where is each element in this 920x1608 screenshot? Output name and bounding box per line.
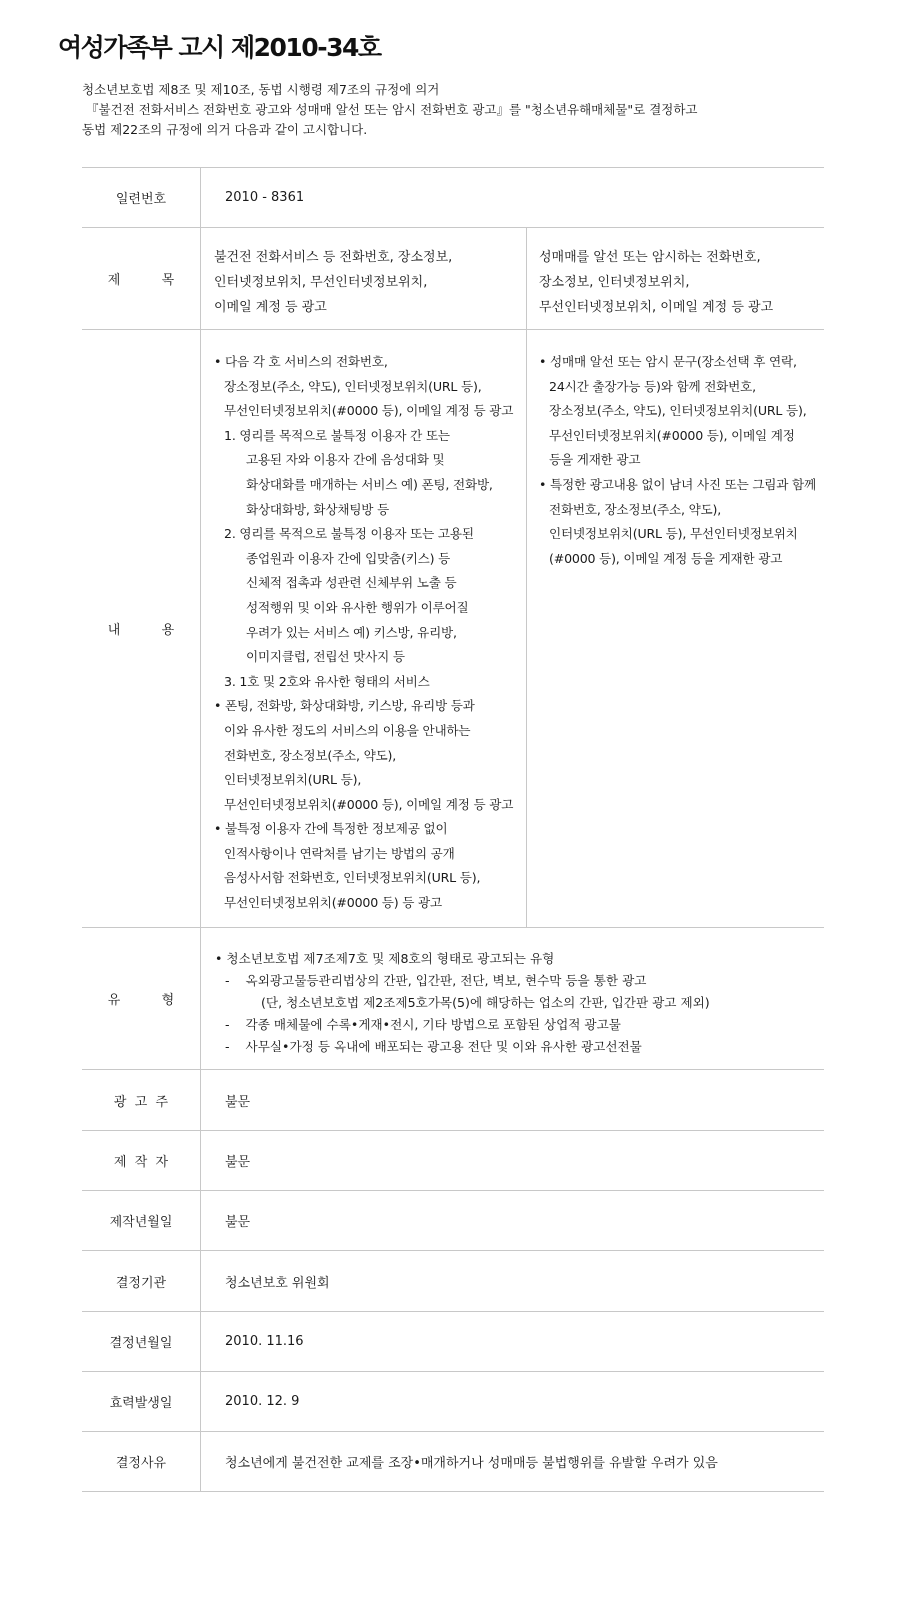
decision-reason-label: 결정사유 [82, 1432, 201, 1491]
advertiser-value: 불문 [225, 1094, 251, 1110]
intro-line: 청소년보호법 제8조 및 제10조, 동법 시행령 제7조의 규정에 의거 [82, 82, 440, 97]
type-line: - 각종 매체물에 수록•게재•전시, 기타 방법으로 포함된 상업적 광고물 [225, 1017, 621, 1032]
content-bullet: • 특정한 광고내용 없이 남녀 사진 또는 그림과 함께 [539, 476, 816, 492]
content-label: 내 용 [82, 330, 201, 927]
content-line: 무선인터넷정보위치(#0000 등), 이메일 계정 [549, 427, 795, 443]
row-deciding-agency [82, 1250, 824, 1311]
content-line: 우려가 있는 서비스 예) 키스방, 유리방, [246, 624, 457, 640]
content-line: 신체적 접촉과 성관련 신체부위 노출 등 [246, 575, 457, 591]
serial-value: 2010 - 8361 [225, 190, 305, 205]
content-line: (#0000 등), 이메일 계정 등을 게재한 광고 [549, 550, 783, 566]
row-subject [82, 227, 824, 329]
row-content [82, 329, 824, 927]
subject-right-line: 장소정보, 인터넷정보위치, [539, 275, 690, 290]
content-line: 장소정보(주소, 약도), 인터넷정보위치(URL 등), [549, 403, 807, 419]
subject-left-line: 인터넷정보위치, 무선인터넷정보위치, [214, 275, 428, 290]
content-line: 무선인터넷정보위치(#0000 등) 등 광고 [224, 895, 442, 911]
content-left [201, 330, 527, 927]
content-line: 무선인터넷정보위치(#0000 등), 이메일 계정 등 광고 [224, 403, 514, 419]
intro-line: 동법 제22조의 규정에 의거 다음과 같이 고시합니다. [82, 122, 368, 137]
production-date-label: 제작년월일 [82, 1191, 201, 1250]
page-title: 여성가족부 고시 제2010-34호 [58, 33, 381, 62]
content-line: 2. 영리를 목적으로 불특정 이용자 또는 고용된 [224, 526, 474, 542]
intro-line: 『불건전 전화서비스 전화번호 광고와 성매매 알선 또는 암시 전화번호 광고』를 "청소년유해매체물"로 결정하고 [86, 102, 698, 117]
content-line: 등을 게재한 광고 [549, 452, 641, 468]
content-line: 인터넷정보위치(URL 등), [224, 772, 362, 788]
effective-date-label: 효력발생일 [82, 1372, 201, 1431]
subject-label: 제 목 [82, 228, 201, 329]
content-bullet: • 폰팅, 전화방, 화상대화방, 키스방, 유리방 등과 [214, 698, 475, 714]
content-line: 1. 영리를 목적으로 불특정 이용자 간 또는 [224, 427, 450, 443]
producer-label: 제 작 자 [82, 1131, 201, 1190]
subject-right-line: 성매매를 알선 또는 암시하는 전화번호, [539, 250, 761, 265]
row-producer [82, 1130, 824, 1190]
notice-table [82, 167, 824, 1492]
deciding-agency-label: 결정기관 [82, 1251, 201, 1311]
producer-value: 불문 [225, 1155, 251, 1170]
advertiser-label: 광 고 주 [82, 1070, 201, 1130]
content-line: 인적사항이나 연락처를 남기는 방법의 공개 [224, 845, 455, 861]
type-label: 유 형 [82, 928, 201, 1069]
content-line: 음성사서함 전화번호, 인터넷정보위치(URL 등), [224, 870, 481, 886]
subject-right [527, 228, 824, 329]
content-line: 전화번호, 장소정보(주소, 약도), [549, 501, 722, 517]
row-decision-date [82, 1311, 824, 1371]
content-line: 종업원과 이용자 간에 입맞춤(키스) 등 [246, 550, 451, 566]
row-decision-reason [82, 1431, 824, 1492]
type-line: - 옥외광고물등관리법상의 간판, 입간판, 전단, 벽보, 현수막 등을 통한 광고 [225, 973, 647, 988]
content-line: 3. 1호 및 2호와 유사한 형태의 서비스 [224, 673, 430, 689]
type-line: - 사무실•가정 등 옥내에 배포되는 광고용 전단 및 이와 유사한 광고선전물 [225, 1039, 642, 1054]
content-bullet: • 성매매 알선 또는 암시 문구(장소선택 후 연락, [539, 354, 797, 369]
decision-date-label: 결정년월일 [82, 1312, 201, 1371]
content-line: 인터넷정보위치(URL 등), 무선인터넷정보위치 [549, 526, 798, 542]
content-line: 전화번호, 장소정보(주소, 약도), [224, 747, 397, 763]
content-line: 무선인터넷정보위치(#0000 등), 이메일 계정 등 광고 [224, 796, 514, 812]
row-advertiser [82, 1069, 824, 1130]
effective-date-value: 2010. 12. 9 [225, 1394, 300, 1409]
subject-left-line: 불건전 전화서비스 등 전화번호, 장소정보, [214, 250, 453, 265]
type-line: (단, 청소년보호법 제2조제5호가목(5)에 해당하는 업소의 간판, 입간판 광고 제외) [261, 995, 710, 1010]
row-serial [82, 167, 824, 227]
deciding-agency-value: 청소년보호 위원회 [225, 1275, 330, 1291]
content-line: 성적행위 및 이와 유사한 행위가 이루어질 [246, 599, 469, 615]
decision-date-value: 2010. 11.16 [225, 1334, 304, 1349]
content-line: 장소정보(주소, 약도), 인터넷정보위치(URL 등), [224, 378, 482, 394]
subject-left-line: 이메일 계정 등 광고 [214, 300, 327, 315]
subject-right-line: 무선인터넷정보위치, 이메일 계정 등 광고 [539, 300, 774, 315]
type-content [201, 928, 824, 1069]
decision-reason-value: 청소년에게 불건전한 교제를 조장•매개하거나 성매매등 불법행위를 유발할 우려가 있음 [225, 1456, 718, 1471]
content-right [527, 330, 824, 927]
production-date-value: 불문 [225, 1215, 251, 1230]
row-effective-date [82, 1371, 824, 1431]
intro-paragraph [82, 80, 698, 140]
type-line: • 청소년보호법 제7조제7호 및 제8호의 형태로 광고되는 유형 [215, 951, 555, 966]
content-bullet: • 다음 각 호 서비스의 전화번호, [214, 354, 388, 369]
row-production-date [82, 1190, 824, 1250]
content-bullet: • 불특정 이용자 간에 특정한 정보제공 없이 [214, 821, 448, 837]
content-line: 24시간 출장가능 등)와 함께 전화번호, [549, 378, 756, 394]
content-line: 이와 유사한 정도의 서비스의 이용을 안내하는 [224, 722, 471, 738]
content-line: 화상대화를 매개하는 서비스 예) 폰팅, 전화방, [246, 476, 493, 492]
serial-label: 일련번호 [82, 168, 201, 227]
subject-left [201, 228, 527, 329]
row-type [82, 927, 824, 1069]
content-line: 이미지클럽, 전립선 맛사지 등 [246, 649, 405, 665]
content-line: 화상대화방, 화상채팅방 등 [246, 501, 390, 517]
content-line: 고용된 자와 이용자 간에 음성대화 및 [246, 452, 445, 468]
